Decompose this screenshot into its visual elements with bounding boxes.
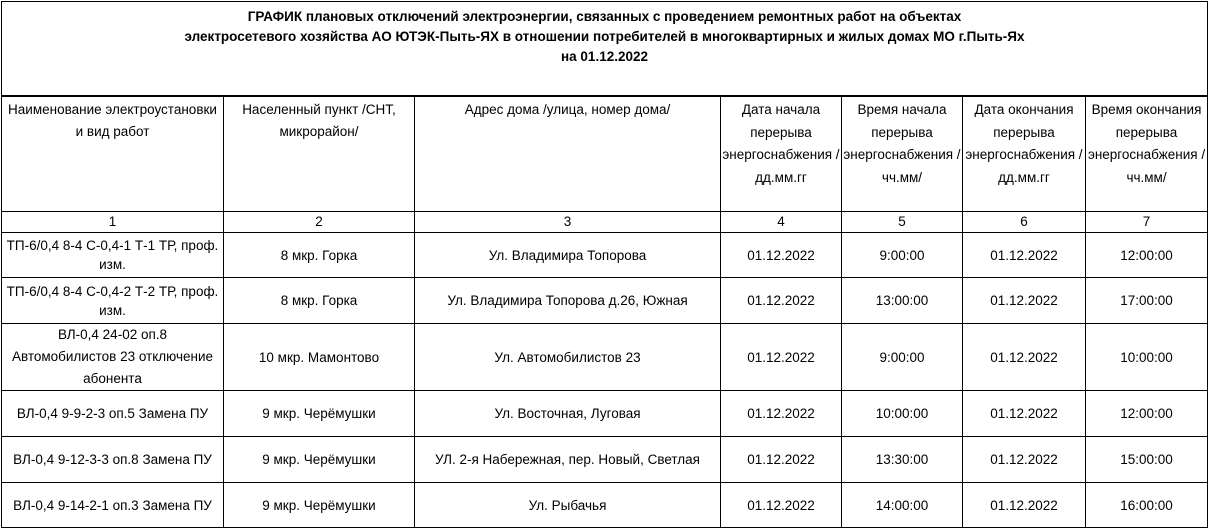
installation-cell: ТП-6/0,4 8-4 С-0,4-1 Т-1 ТР, проф. изм. [2, 233, 224, 278]
start-time-cell: 14:00:00 [842, 483, 963, 528]
locality-cell: 9 мкр. Черёмушки [224, 483, 415, 528]
start-time-cell: 9:00:00 [842, 233, 963, 278]
title-line-1: ГРАФИК плановых отключений электроэнергии, связанных с проведением ремонтных работ на объектах [247, 9, 962, 24]
end-time-cell: 16:00:00 [1086, 483, 1208, 528]
column-header-end-time: Время окончания перерыва энергоснабжения /чч.мм/ [1086, 96, 1208, 212]
table-row [2, 437, 1208, 483]
address-cell: Ул. Владимира Топорова [415, 233, 721, 278]
end-time-cell: 17:00:00 [1086, 278, 1208, 324]
column-number: 3 [415, 212, 721, 233]
title-line-3: на 01.12.2022 [561, 49, 648, 64]
column-header-locality: Населенный пункт /СНТ, микрорайон/ [224, 96, 415, 212]
start-time-cell: 10:00:00 [842, 391, 963, 437]
table-row [2, 278, 1208, 324]
installation-cell: ВЛ-0,4 9-12-3-3 оп.8 Замена ПУ [2, 437, 224, 483]
column-number: 7 [1086, 212, 1208, 233]
start-date-cell: 01.12.2022 [721, 278, 842, 324]
column-header-installation: Наименование электроустановки и вид работ [2, 96, 224, 212]
column-number: 5 [842, 212, 963, 233]
address-cell: Ул. Восточная, Луговая [415, 391, 721, 437]
table-row [2, 324, 1208, 391]
table-row [2, 483, 1208, 528]
end-time-cell: 12:00:00 [1086, 391, 1208, 437]
end-date-cell: 01.12.2022 [963, 324, 1086, 391]
header-row [2, 96, 1208, 212]
table-row [2, 233, 1208, 278]
address-cell: Ул. Автомобилистов 23 [415, 324, 721, 391]
start-date-cell: 01.12.2022 [721, 483, 842, 528]
column-header-address: Адрес дома /улица, номер дома/ [415, 96, 721, 212]
installation-cell: ВЛ-0,4 9-9-2-3 оп.5 Замена ПУ [2, 391, 224, 437]
end-date-cell: 01.12.2022 [963, 437, 1086, 483]
address-cell: Ул. Рыбачья [415, 483, 721, 528]
locality-cell: 8 мкр. Горка [224, 233, 415, 278]
end-date-cell: 01.12.2022 [963, 233, 1086, 278]
installation-cell: ВЛ-0,4 9-14-2-1 оп.3 Замена ПУ [2, 483, 224, 528]
locality-cell: 9 мкр. Черёмушки [224, 391, 415, 437]
locality-cell: 8 мкр. Горка [224, 278, 415, 324]
address-cell: Ул. Владимира Топорова д.26, Южная [415, 278, 721, 324]
start-date-cell: 01.12.2022 [721, 324, 842, 391]
end-date-cell: 01.12.2022 [963, 278, 1086, 324]
start-time-cell: 13:00:00 [842, 278, 963, 324]
start-date-cell: 01.12.2022 [721, 391, 842, 437]
document-title [2, 2, 1208, 97]
end-date-cell: 01.12.2022 [963, 391, 1086, 437]
end-date-cell: 01.12.2022 [963, 483, 1086, 528]
installation-cell: ТП-6/0,4 8-4 С-0,4-2 Т-2 ТР, проф. изм. [2, 278, 224, 324]
locality-cell: 9 мкр. Черёмушки [224, 437, 415, 483]
end-time-cell: 15:00:00 [1086, 437, 1208, 483]
column-number: 6 [963, 212, 1086, 233]
column-header-end-date: Дата окончания перерыва энергоснабжения /дд.мм.гг [963, 96, 1086, 212]
start-time-cell: 13:30:00 [842, 437, 963, 483]
start-date-cell: 01.12.2022 [721, 233, 842, 278]
title-line-2: электросетевого хозяйства АО ЮТЭК-Пыть-ЯХ в отношении потребителей в многоквартирных и жилых домах МО г.Пыть-Ях [184, 29, 1025, 44]
column-number: 2 [224, 212, 415, 233]
table-row [2, 391, 1208, 437]
start-date-cell: 01.12.2022 [721, 437, 842, 483]
title-row [2, 2, 1208, 97]
column-header-start-time: Время начала перерыва энергоснабжения /чч.мм/ [842, 96, 963, 212]
locality-cell: 10 мкр. Мамонтово [224, 324, 415, 391]
end-time-cell: 10:00:00 [1086, 324, 1208, 391]
start-time-cell: 9:00:00 [842, 324, 963, 391]
end-time-cell: 12:00:00 [1086, 233, 1208, 278]
column-number-row [2, 212, 1208, 233]
column-header-start-date: Дата начала перерыва энергоснабжения /дд.мм.гг [721, 96, 842, 212]
address-cell: УЛ. 2-я Набережная, пер. Новый, Светлая [415, 437, 721, 483]
column-number: 4 [721, 212, 842, 233]
installation-cell: ВЛ-0,4 24-02 оп.8 Автомобилистов 23 отключение абонента [2, 324, 224, 391]
outage-schedule-table [1, 1, 1208, 528]
column-number: 1 [2, 212, 224, 233]
